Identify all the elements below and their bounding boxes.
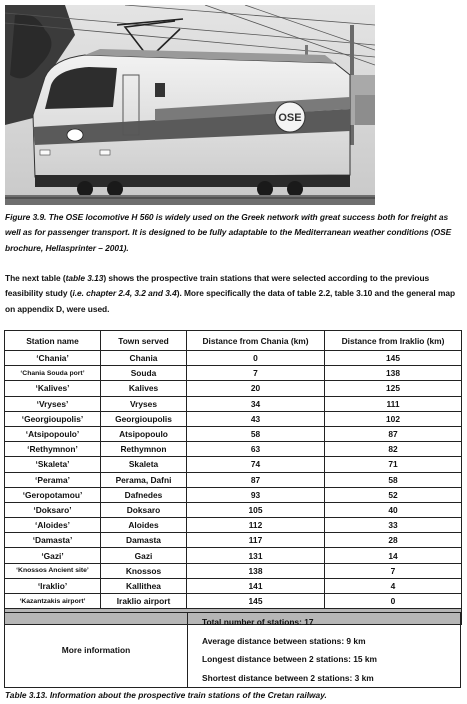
town-cell: Aloides	[101, 518, 187, 533]
station-name-cell: ‘Damasta’	[5, 533, 101, 548]
town-cell: Atsipopoulo	[101, 426, 187, 441]
station-name-cell: ‘Vryses’	[5, 396, 101, 411]
station-name-cell: ‘Chania Souda port’	[5, 366, 101, 381]
distance-iraklio-cell: 125	[325, 381, 462, 396]
table-caption: Table 3.13. Information about the prospective train stations of the Cretan railway.	[5, 690, 327, 700]
fact-average-distance: Average distance between stations: 9 km	[202, 635, 366, 646]
town-cell: Knossos	[101, 563, 187, 578]
fact-longest-distance: Longest distance between 2 stations: 15 km	[202, 654, 377, 664]
distance-iraklio-cell: 145	[325, 351, 462, 366]
distance-iraklio-cell: 33	[325, 518, 462, 533]
fact-shortest-distance: Shortest distance between 2 stations: 3 km	[202, 672, 374, 683]
distance-chania-cell: 0	[187, 351, 325, 366]
town-cell: Vryses	[101, 396, 187, 411]
para-text-3: ). More specifically the data of table 2.2, table 3.10 and the general map on appendix D, were used.	[5, 288, 456, 314]
distance-iraklio-cell: 14	[325, 548, 462, 563]
distance-iraklio-cell: 7	[325, 563, 462, 578]
table-row	[5, 518, 462, 533]
para-text-1: The next table (	[5, 273, 66, 283]
distance-iraklio-cell: 82	[325, 442, 462, 457]
town-cell: Chania	[101, 351, 187, 366]
locomotive-illustration	[5, 5, 375, 205]
town-cell: Georgioupolis	[101, 411, 187, 426]
header-distance-chania: Distance from Chania (km)	[187, 331, 325, 351]
distance-iraklio-cell: 71	[325, 457, 462, 472]
town-cell: Rethymnon	[101, 442, 187, 457]
station-name-cell: ‘Doksaro’	[5, 502, 101, 517]
station-name-cell: ‘Georgioupolis’	[5, 411, 101, 426]
distance-chania-cell: 117	[187, 533, 325, 548]
town-cell: Skaleta	[101, 457, 187, 472]
distance-iraklio-cell: 58	[325, 472, 462, 487]
para-text-2: ) shows the prospective train stations that were selected according to the previous feasibility study (	[5, 273, 430, 299]
distance-chania-cell: 20	[187, 381, 325, 396]
distance-iraklio-cell: 40	[325, 502, 462, 517]
distance-iraklio-cell: 111	[325, 396, 462, 411]
table-row	[5, 351, 462, 366]
distance-chania-cell: 7	[187, 366, 325, 381]
distance-chania-cell: 105	[187, 502, 325, 517]
distance-iraklio-cell: 138	[325, 366, 462, 381]
stations-table	[4, 330, 462, 625]
station-name-cell: ‘Skaleta’	[5, 457, 101, 472]
distance-chania-cell: 93	[187, 487, 325, 502]
table-row	[5, 502, 462, 517]
station-name-cell: ‘Perama’	[5, 472, 101, 487]
table-row	[5, 457, 462, 472]
ose-logo-text: OSE	[278, 112, 302, 124]
town-cell: Iraklio airport	[101, 594, 187, 609]
table-row	[5, 487, 462, 502]
town-cell: Dafnedes	[101, 487, 187, 502]
station-name-cell: ‘Atsipopoulo’	[5, 426, 101, 441]
table-reference: table 3.13	[65, 273, 104, 283]
station-name-cell: ‘Kazantzakis airport’	[5, 594, 101, 609]
distance-chania-cell: 112	[187, 518, 325, 533]
distance-iraklio-cell: 102	[325, 411, 462, 426]
figure-caption: Figure 3.9. The OSE locomotive H 560 is widely used on the Greek network with great success both for freight as well as for passenger transport. It is designed to be fully adaptable to the Mediterranean weather conditions (OSE brochure, Hellasprinter – 2001).	[5, 212, 452, 253]
intro-paragraph	[5, 271, 460, 317]
distance-chania-cell: 43	[187, 411, 325, 426]
distance-chania-cell: 63	[187, 442, 325, 457]
station-name-cell: ‘Rethymnon’	[5, 442, 101, 457]
table-header-row	[5, 331, 462, 351]
facts-list	[202, 613, 457, 687]
station-name-cell: ‘Geropotamou’	[5, 487, 101, 502]
distance-chania-cell: 58	[187, 426, 325, 441]
ose-front-logo	[67, 129, 83, 141]
town-cell: Gazi	[101, 548, 187, 563]
distance-chania-cell: 145	[187, 594, 325, 609]
table-row	[5, 366, 462, 381]
header-town-served: Town served	[101, 331, 187, 351]
station-name-cell: ‘Gazi’	[5, 548, 101, 563]
station-name-cell: ‘Knossos Ancient site’	[5, 563, 101, 578]
town-cell: Perama, Dafni	[101, 472, 187, 487]
header-station-name: Station name	[5, 331, 101, 351]
table-row	[5, 563, 462, 578]
table-row	[5, 381, 462, 396]
town-cell: Doksaro	[101, 502, 187, 517]
station-name-cell: ‘Kalives’	[5, 381, 101, 396]
table-row	[5, 426, 462, 441]
distance-chania-cell: 34	[187, 396, 325, 411]
distance-chania-cell: 141	[187, 578, 325, 593]
town-cell: Souda	[101, 366, 187, 381]
header-distance-iraklio: Distance from Iraklio (km)	[325, 331, 462, 351]
table-row	[5, 594, 462, 609]
fact-total-stations: Total number of stations: 17	[202, 617, 314, 627]
more-information-label: More information	[5, 613, 188, 687]
distance-iraklio-cell: 0	[325, 594, 462, 609]
town-cell: Kalives	[101, 381, 187, 396]
town-cell: Kallithea	[101, 578, 187, 593]
locomotive-photo	[5, 5, 375, 205]
distance-iraklio-cell: 28	[325, 533, 462, 548]
distance-chania-cell: 131	[187, 548, 325, 563]
distance-chania-cell: 138	[187, 563, 325, 578]
station-name-cell: ‘Aloides’	[5, 518, 101, 533]
distance-chania-cell: 87	[187, 472, 325, 487]
distance-iraklio-cell: 52	[325, 487, 462, 502]
table-row	[5, 411, 462, 426]
distance-iraklio-cell: 4	[325, 578, 462, 593]
station-name-cell: ‘Iraklio’	[5, 578, 101, 593]
table-row	[5, 442, 462, 457]
table-row	[5, 578, 462, 593]
station-name-cell: ‘Chania’	[5, 351, 101, 366]
table-row	[5, 548, 462, 563]
more-information-box	[4, 612, 461, 688]
table-row	[5, 472, 462, 487]
table-row	[5, 533, 462, 548]
table-row	[5, 396, 462, 411]
distance-iraklio-cell: 87	[325, 426, 462, 441]
town-cell: Damasta	[101, 533, 187, 548]
distance-chania-cell: 74	[187, 457, 325, 472]
chapter-reference: i.e. chapter 2.4, 3.2 and 3.4	[72, 288, 177, 299]
